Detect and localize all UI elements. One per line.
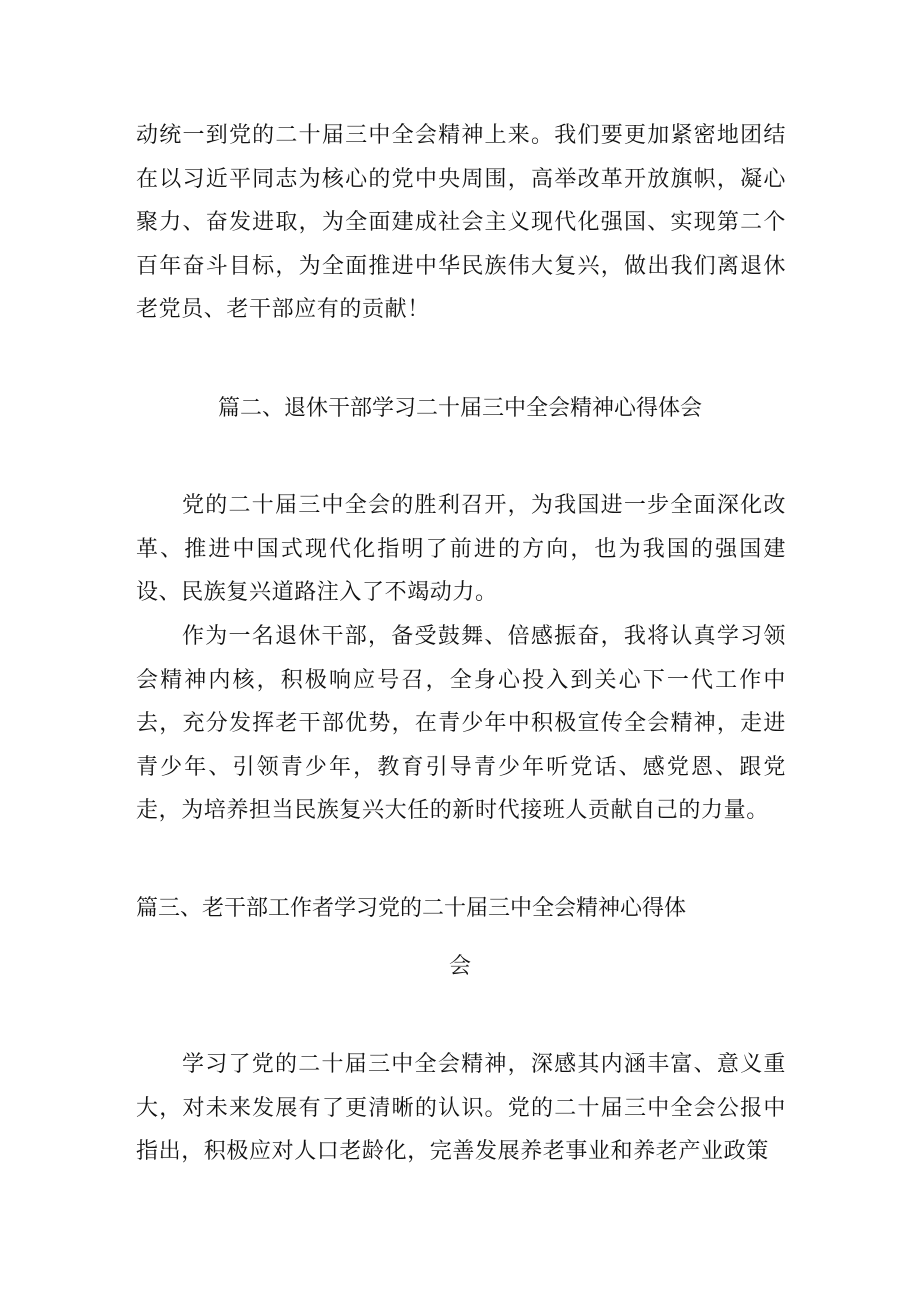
section-2-paragraph-2: 作为一名退休干部，备受鼓舞、倍感振奋，我将认真学习领会精神内核，积极响应号召，全身心投入到关心下一代工作中去，充分发挥老干部优势，在青少年中积极宣传全会精神，走进青少年、引领青少年，教育引导青少年听党话、感党恩、跟党走，为培养担当民族复兴大任的新时代接班人贡献自己的力量。 — [136, 624, 786, 824]
section-3-heading-line-2: 会 — [448, 954, 471, 979]
section-3-heading-line-1: 篇三、老干部工作者学习党的二十届三中全会精神心得体 — [136, 896, 687, 921]
section-2-heading: 篇二、退休干部学习二十届三中全会精神心得体会 — [217, 396, 702, 421]
section-3-paragraph-1: 学习了党的二十届三中全会精神，深感其内涵丰富、意义重大，对未来发展有了更清晰的认识。党的二十届三中全会公报中指出，积极应对人口老龄化，完善发展养老事业和养老产业政策 — [136, 1052, 786, 1165]
continuation-paragraph: 动统一到党的二十届三中全会精神上来。我们要更加紧密地团结在以习近平同志为核心的党中央周围，高举改革开放旗帜，凝心聚力、奋发进取，为全面建成社会主义现代化强国、实现第二个百年奋斗目标，为全面推进中华民族伟大复兴，做出我们离退休老党员、老干部应有的贡献！ — [136, 123, 786, 323]
section-2-paragraph-1: 党的二十届三中全会的胜利召开，为我国进一步全面深化改革、推进中国式现代化指明了前进的方向，也为我国的强国建设、民族复兴道路注入了不竭动力。 — [136, 493, 786, 606]
